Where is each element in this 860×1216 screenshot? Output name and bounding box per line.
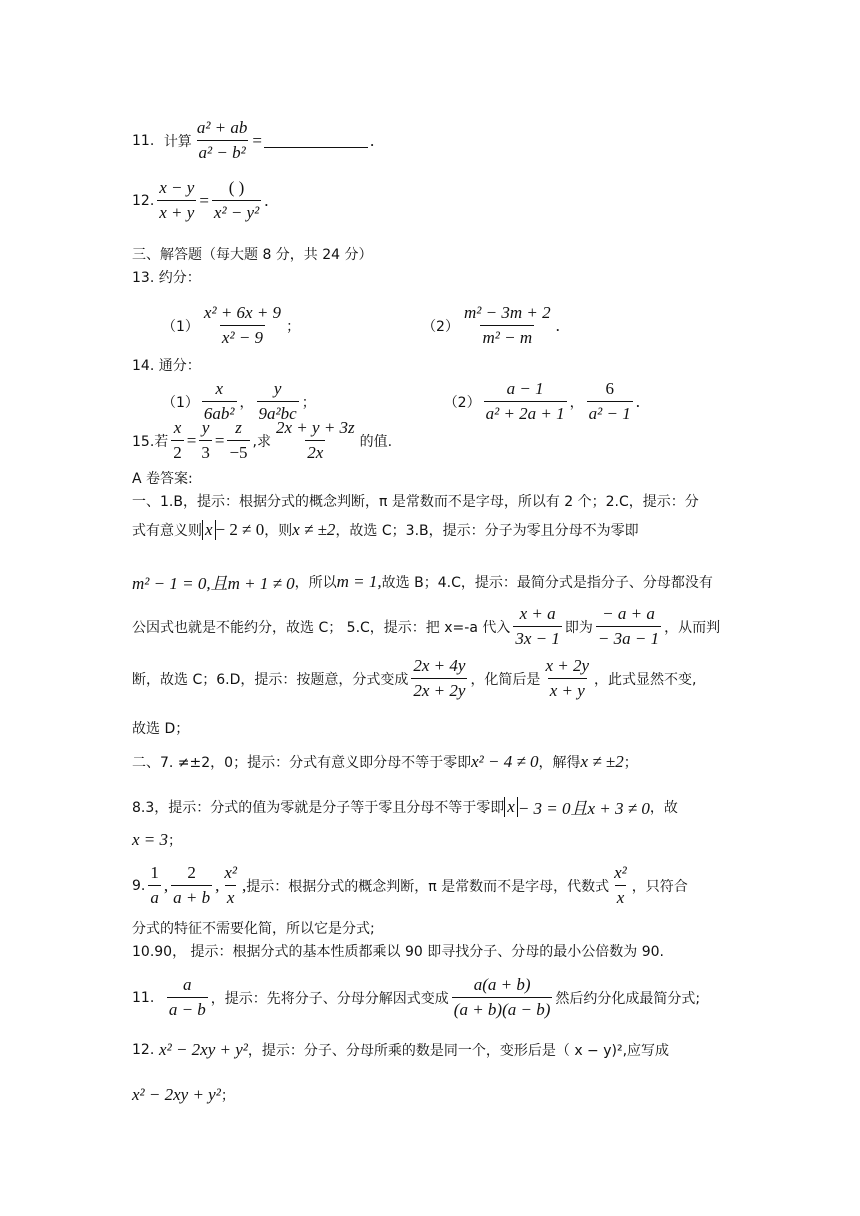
section-3-heading: 三、解答题（每大题 8 分，共 24 分）	[132, 247, 373, 263]
question-15: 15.若 $\frac{x}{2}$ = $\frac{y}{3}$ = $\frac{z}{-5}$ ,求 $\frac{2x + y + 3z}{2x}$ 的值.	[132, 418, 393, 462]
q13-fraction-1: $\frac{\text{x² + 6x + 9}}{\text{x² − 9}}$	[203, 303, 282, 347]
q11-fraction: $\frac{\text{a² + ab}}{\text{a² − b²}}$	[196, 118, 248, 162]
q12-number: 12.	[132, 192, 155, 209]
answer-line: 一、1.B，提示：根据分式的概念判断，π 是常数而不是字母，所以有 2 个；2.C，提示：分	[132, 494, 699, 510]
q12-rhs-fraction: $\frac{( )}{\text{x² − y²}}$	[213, 178, 260, 222]
question-14-heading: 14. 通分：	[132, 358, 201, 374]
question-13-parts: （1） $\frac{\text{x² + 6x + 9}}{\text{x² − 9}}$ ； （2） $\frac{\text{m² − 3m + 2}}{\text{m² − m}}$ .	[162, 303, 560, 347]
question-14-parts: （1） $\frac{x}{\text{6ab²}}$ ， $\frac{y}{\text{9a²bc}}$ ； （2） $\frac{a - 1}{\text{a² + 2a + 1}}$ ， $\frac{6}{\text{a² − 1}}$ .	[162, 379, 640, 423]
answer-line: 断，故选 C；6.D，提示：按题意，分式变成 $\frac{2x + 4y}{2x + 2y}$ ，化简后是 $\frac{x + 2y}{x + y}$ ，此式显然不变,	[132, 656, 697, 700]
answer-12-cont: x² − 2xy + y² ；	[132, 1085, 235, 1104]
q13-fraction-2: $\frac{\text{m² − 3m + 2}}{\text{m² − m}}$	[463, 303, 551, 347]
answer-line: 故选 D；	[132, 721, 190, 737]
answer-12: 12. x² − 2xy + y² ，提示：分子、分母所乘的数是同一个，变形后是（ x − y)²,应写成	[132, 1040, 670, 1059]
answer-9: 9. $\frac{1}{a}$ , $\frac{2}{a + b}$ , $\frac{\text{x²}}{x}$ , 提示：根据分式的概念判断，π 是常数而不是字母，代数式 $\frac{\text{x²}}{x}$ ，只符合	[132, 863, 688, 907]
question-12: 12. $\frac{x - y}{x + y}$ = $\frac{( )}{\text{x² − y²}}$ .	[132, 178, 269, 222]
answer-blank	[264, 133, 368, 148]
q11-number: 11.	[132, 132, 155, 149]
q12-lhs-fraction: $\frac{x - y}{x + y}$	[159, 178, 195, 222]
answer-7: 二、7. ≠±2，0；提示：分式有意义即分母不等于零即 x² − 4 ≠ 0 ，解得 x ≠ ±2 ；	[132, 752, 638, 771]
answer-line: 式有意义则 x − 2 ≠ 0 ，则 x ≠ ±2 ，故选 C；3.B，提示：分子为零且分母不为零即	[132, 520, 639, 539]
question-13-heading: 13. 约分：	[132, 270, 201, 286]
answer-8-cont: x = 3 ；	[132, 830, 183, 849]
answer-8: 8.3，提示：分式的值为零就是分子等于零且分母不等于零即 x − 3 = 0且x + 3 ≠ 0 ，故	[132, 796, 678, 818]
answers-title: A 卷答案:	[132, 471, 193, 487]
question-11: 11. 计算 $\frac{\text{a² + ab}}{\text{a² − b²}}$ = .	[132, 118, 375, 162]
answer-line: m² − 1 = 0,且m + 1 ≠ 0 ，所以 m = 1, 故选 B；4.C，提示：最简分式是指分子、分母都没有	[132, 571, 713, 593]
answer-9-cont: 分式的特征不需要化简，所以它是分式;	[132, 921, 375, 937]
answer-line: 公因式也就是不能约分，故选 C； 5.C，提示：把 x=-a 代入 $\frac{x + a}{3x - 1}$ 即为 $\frac{- a + a}{- 3a - 1}$ ，从而判	[132, 604, 721, 648]
answer-11: 11. $\frac{a}{a - b}$ ，提示：先将分子、分母分解因式变成 $\frac{a(a + b)}{(a + b)(a - b)}$ 然后约分化成最简分式;	[132, 975, 701, 1019]
q11-prefix: 计算	[163, 133, 192, 150]
answer-10: 10.90， 提示：根据分式的基本性质都乘以 90 即寻找分子、分母的最小公倍数为 90.	[132, 944, 664, 960]
